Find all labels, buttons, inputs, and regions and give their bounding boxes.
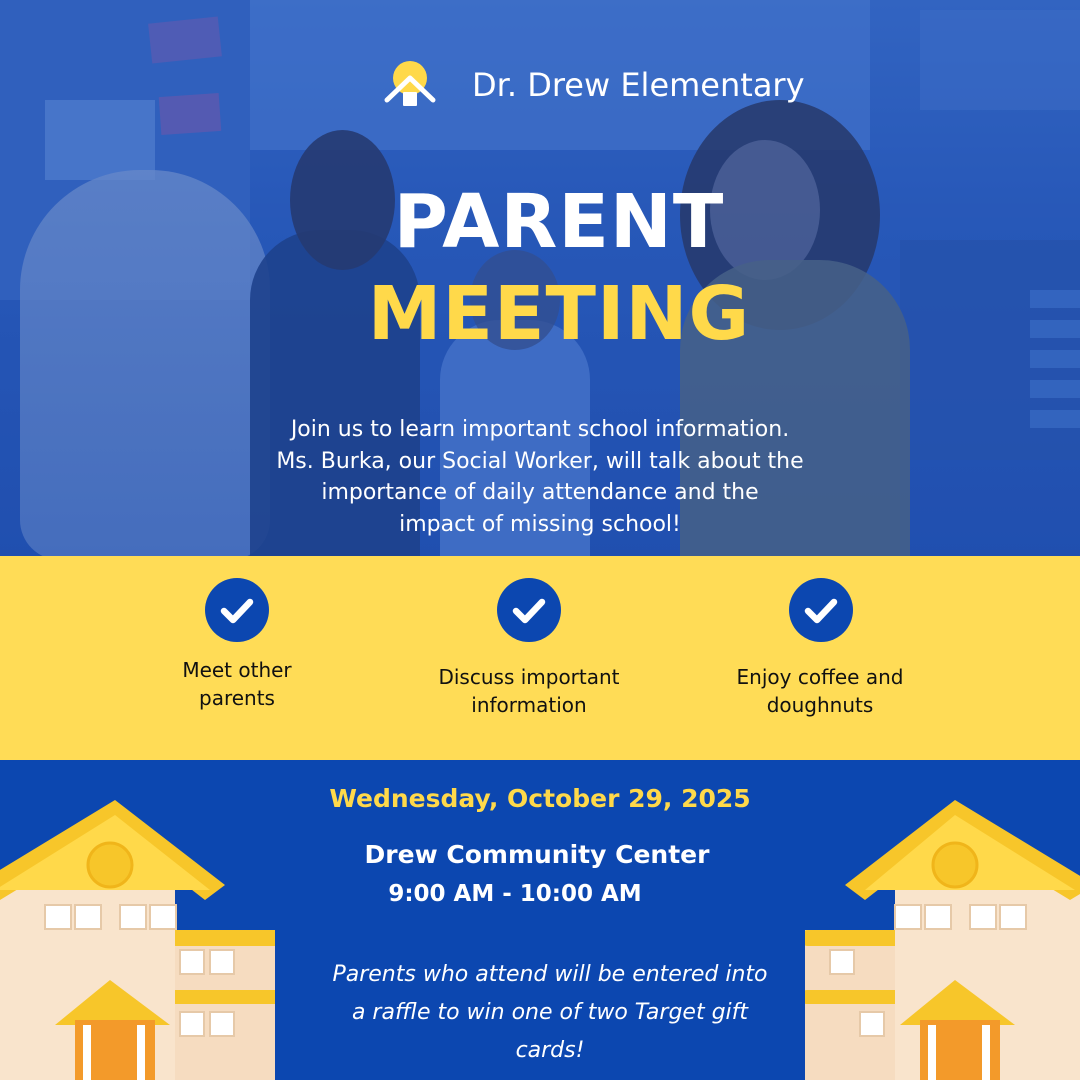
feature-label-line: Discuss important	[438, 665, 620, 689]
school-building-icon	[805, 790, 1080, 1080]
features-band	[0, 556, 1080, 760]
event-details-section	[0, 760, 1080, 1080]
feature-label	[409, 663, 649, 719]
school-building-icon	[0, 790, 275, 1080]
raffle-line: a raffle to win one of two Target gift	[351, 1000, 749, 1025]
intro-line: Join us to learn important school information.	[290, 417, 790, 442]
event-date: Wednesday, October 29, 2025	[329, 784, 751, 813]
raffle-line: cards!	[515, 1038, 585, 1063]
title-line-meeting: MEETING	[367, 271, 751, 357]
raffle-note	[290, 956, 810, 1070]
feature-label-line: Enjoy coffee and	[736, 665, 904, 689]
raffle-line: Parents who attend will be entered into	[332, 962, 768, 987]
feature-label	[700, 663, 940, 719]
feature-label-line: parents	[199, 686, 275, 710]
feature-label	[117, 656, 357, 712]
school-roof-sun-icon	[384, 58, 436, 108]
feature-label-line: information	[471, 693, 587, 717]
event-venue: Drew Community Center	[364, 840, 710, 869]
intro-line: impact of missing school!	[399, 511, 681, 537]
check-circle-icon	[205, 578, 269, 642]
check-circle-icon	[789, 578, 853, 642]
intro-text	[220, 414, 860, 540]
feature-label-line: Meet other	[182, 658, 292, 682]
feature-label-line: doughnuts	[766, 693, 874, 717]
school-name: Dr. Drew Elementary	[472, 66, 805, 104]
event-time: 9:00 AM - 10:00 AM	[388, 881, 642, 907]
check-circle-icon	[497, 578, 561, 642]
title-line-parent: PARENT	[393, 179, 725, 265]
intro-line: Ms. Burka, our Social Worker, will talk about the	[276, 448, 804, 474]
intro-line: importance of daily attendance and the	[321, 480, 759, 505]
